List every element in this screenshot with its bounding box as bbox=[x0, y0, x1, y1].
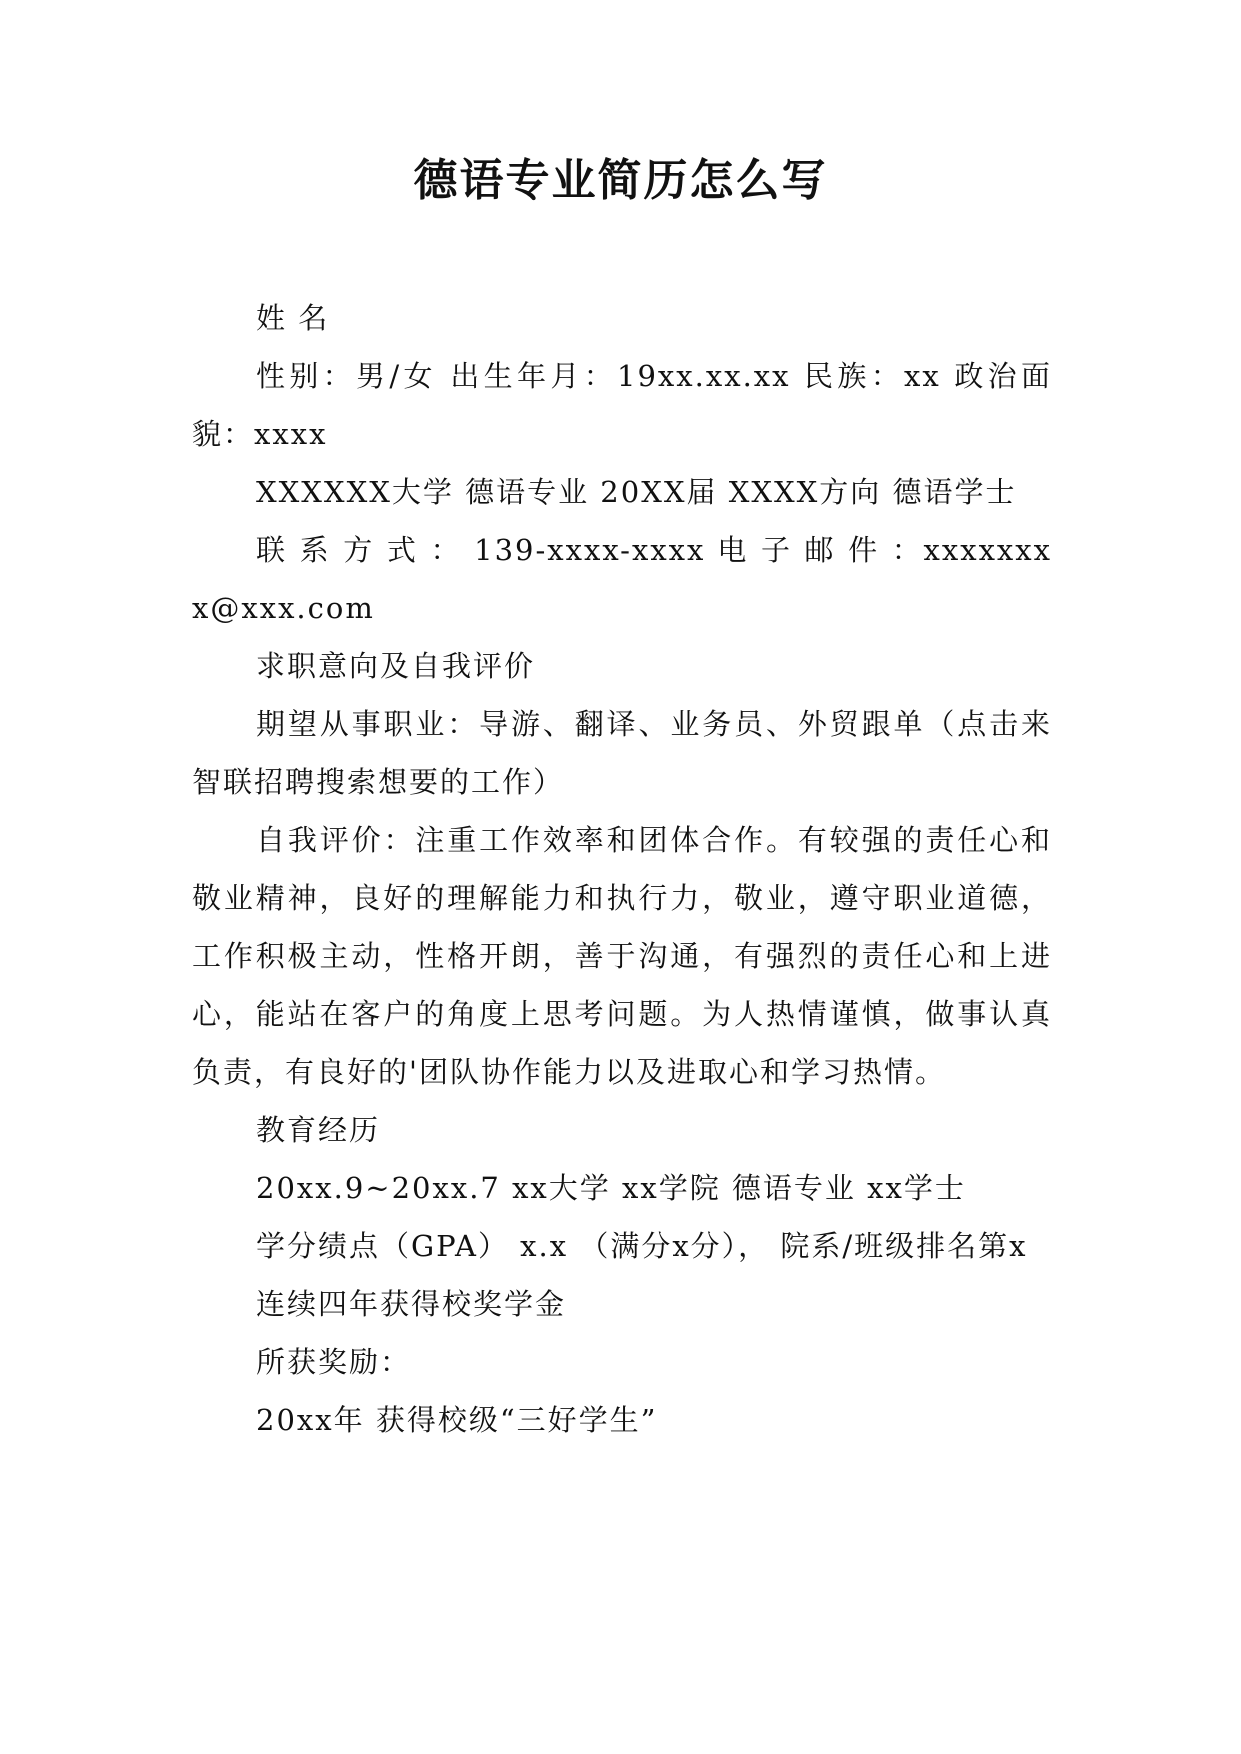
document-body bbox=[192, 289, 1052, 1449]
contact-line: 联 系 方 式 ： 139-xxxx-xxxx 电 子 邮 件 ：xxxxxxxx@xxx.com bbox=[192, 533, 1052, 625]
desired-jobs-paragraph: 期望从事职业：导游、翻译、业务员、外贸跟单（点击来智联招聘搜索想要的工作） bbox=[192, 707, 1052, 799]
name-line: 姓 名 bbox=[256, 301, 330, 335]
document-title: 德语专业简历怎么写 bbox=[413, 155, 828, 206]
section-heading-education: 教育经历 bbox=[256, 1113, 381, 1147]
gpa-line: 学分绩点（GPA） x.x （满分x分）， 院系/班级排名第x bbox=[256, 1229, 1028, 1263]
personal-info-line: 性别：男/女 出生年月：19xx.xx.xx 民族：xx 政治面貌：xxxx bbox=[192, 359, 1052, 451]
awards-heading: 所获奖励： bbox=[256, 1345, 412, 1379]
education-entry: 20xx.9~20xx.7 xx大学 xx学院 德语专业 xx学士 bbox=[256, 1171, 966, 1205]
section-heading-job-intent: 求职意向及自我评价 bbox=[256, 649, 536, 683]
award-entry: 20xx年 获得校级“三好学生” bbox=[256, 1403, 658, 1437]
education-summary-line: XXXXXX大学 德语专业 20XX届 XXXX方向 德语学士 bbox=[256, 475, 1017, 509]
self-evaluation-paragraph: 自我评价：注重工作效率和团体合作。有较强的责任心和敬业精神，良好的理解能力和执行力，敬业，遵守职业道德，工作积极主动，性格开朗，善于沟通，有强烈的责任心和上进心，能站在客户的角度上思考问题。为人热情谨慎，做事认真负责，有良好的'团队协作能力以及进取心和学习热情。 bbox=[192, 823, 1052, 1089]
scholarship-line: 连续四年获得校奖学金 bbox=[256, 1287, 567, 1321]
